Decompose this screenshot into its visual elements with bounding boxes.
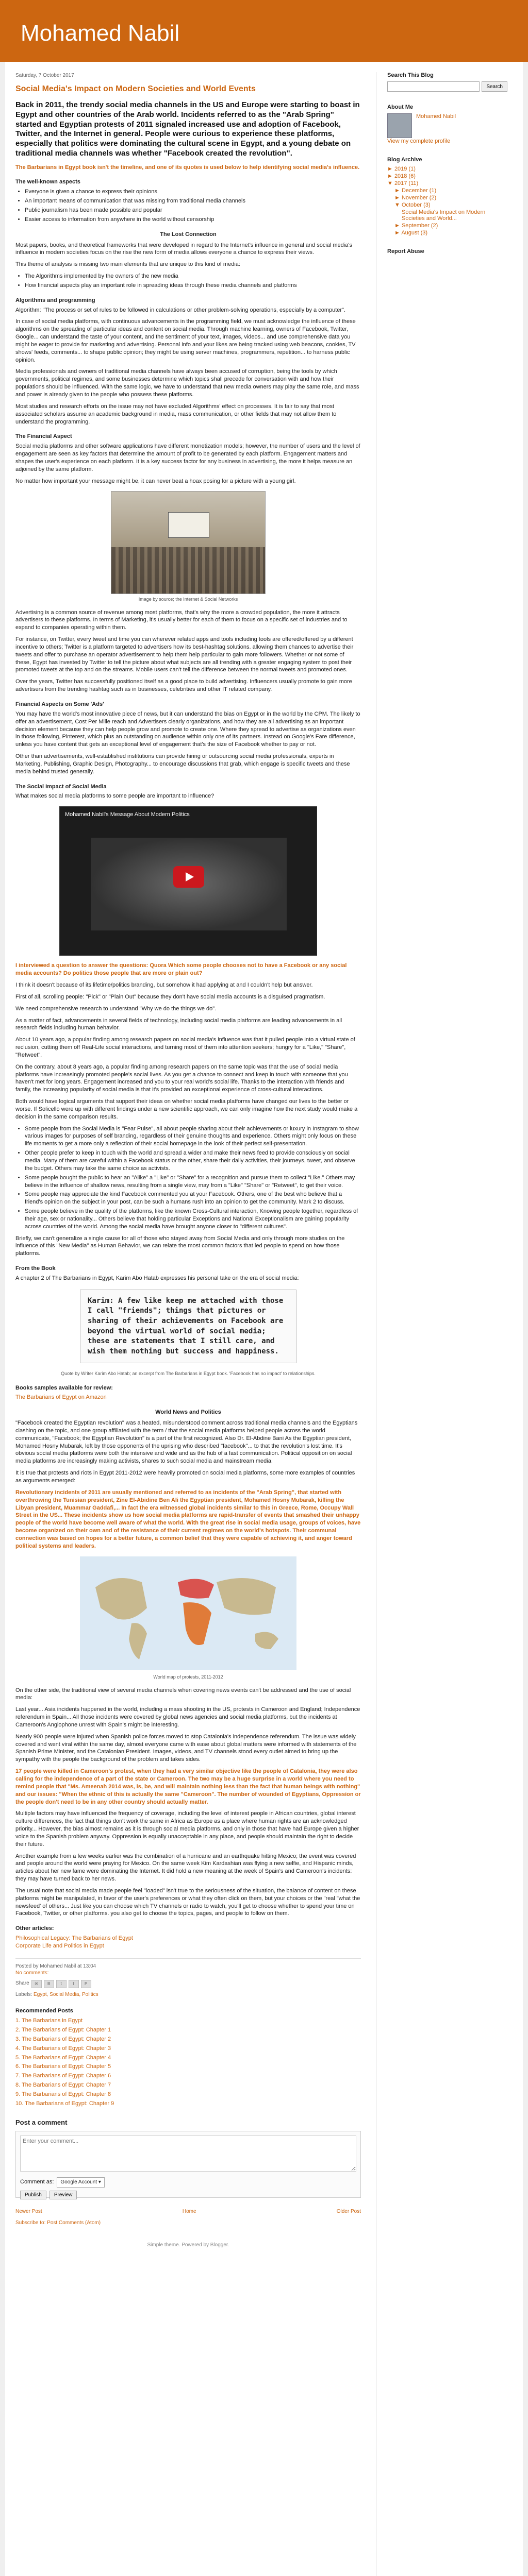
paragraph: About 10 years ago, a popular finding among research papers on social media's influence was that it pulled people into a virtual state of reclusion, cutting them off Real-Life social interactions, and turning most of them into attention seekers; hungry for a "Like," "Share", "Retweet". (15, 1037, 355, 1058)
report-abuse-link[interactable]: Report Abuse (387, 248, 424, 255)
paragraph: We need comprehensive research to understand "Why we do the things we do". (15, 1005, 217, 1012)
list-item[interactable] (15, 2081, 361, 2089)
search-input[interactable] (387, 81, 480, 92)
book-quote: Karim: A few like keep me attached with those I call "friends"; things that pictures or sharing of their achievements on Facebook are beyond the virtual world of social media; these are statements that I still care, and wish them nothing but success and happiness. (80, 1290, 296, 1364)
archive-month-link[interactable]: ► November (2) (394, 195, 437, 201)
paragraph: No matter how important your message might be, it can never beat a hoax posing for a picture with a young girl. (15, 478, 296, 484)
figure-caption: Image by source; the Internet & Social Networks (138, 597, 238, 602)
paragraph: On the contrary, about 8 years ago, a popular finding among research papers on the same topic was that the use of social media platforms have increasingly promoted people's social lives. As you get a chance to connect and keep in touch with someone that you haven't met for long years. Engagement increased and you to your real world's social life. Thanks to the interaction with friends and family, the increasing popularity of social media is that it's provided an exceptional experience of cross-cultural interactions. (15, 1063, 348, 1093)
archive-post-link[interactable]: Social Media's Impact on Modern Societies and World... (402, 209, 486, 222)
about-heading: About Me (387, 104, 414, 110)
play-icon[interactable] (173, 866, 204, 888)
post-main (15, 72, 376, 2576)
social-impact-heading: The Social Impact of Social Media (15, 783, 107, 790)
subscribe-row (15, 2219, 361, 2227)
home-link[interactable]: Home (182, 2209, 196, 2215)
paragraph: It is true that protests and riots in Egypt 2011-2012 were heavily promoted on social media platforms, some more examples of countries as arguments emerged: (15, 1470, 355, 1484)
search-heading: Search This Blog (387, 72, 434, 78)
blog-share-icon[interactable]: B (44, 1980, 54, 1988)
paragraph: On the other side, the traditional view of several media channels when covering news events can't be addressed and the use of social media: (15, 1687, 351, 1701)
archive-month[interactable] (394, 230, 507, 236)
protest-photo[interactable] (111, 491, 266, 594)
profile-link-row (387, 138, 507, 144)
list-item: • An important means of communication that was missing from traditional media channels (25, 197, 361, 205)
paragraph: As a matter of fact, advancements in several fields of technology, including social media platforms are leading advancements in all research fields including human behavior. (15, 1017, 342, 1031)
archive-year[interactable] (387, 173, 507, 179)
embedded-video[interactable] (59, 806, 317, 956)
paragraph: Briefly, we can't generalize a single cause for all of those who stayed away from Social Media and only through more studies on the influence of this "New Media" as Human Behavior, we can relate the most common factors that led people to spend on how those platforms. (15, 1235, 345, 1257)
comment-count-link[interactable] (15, 1970, 361, 1977)
paragraph: Both would have logical arguments that support their ideas on whether social media platforms have changed our lives to the better or worse. If Solicello were up with different findings under a new scientific approach, we can only imagine how the next study would make a decision in the same comparison results. (15, 1098, 358, 1120)
list-item[interactable] (15, 2036, 361, 2043)
comment-controls (20, 2177, 356, 2188)
other-article-link[interactable]: Corporate Life and Politics in Egypt (15, 1943, 104, 1950)
list-item: • The Algorithms implemented by the owners of the new media (25, 273, 361, 280)
world-map-image[interactable] (80, 1556, 296, 1670)
map-caption: World map of protests, 2011-2012 (153, 1674, 223, 1680)
welfare-heading: The well-known aspects (15, 179, 80, 185)
paragraph (15, 1935, 361, 1950)
account-select[interactable] (57, 2177, 104, 2188)
posted-by: Posted by Mohamed Nabil at 13:04 (15, 1963, 96, 1969)
about-widget (387, 104, 507, 144)
quote-caption: Quote by Writer Karim Abo Hatab; an excerpt from The Barbarians in Egypt book. 'Facebook has no impact' to relationships. (61, 1371, 316, 1377)
paragraph: Over the years, Twitter has successfully positioned itself as a good place to build advertising. Influencers usually promote to gain more advertisers from the trending hashtag such as in businesses, celebrities and other IT related company. (15, 679, 352, 693)
label-link[interactable]: Egypt, Social Media, Politics (34, 1991, 98, 1997)
list-item: • Some people bought the public to hear an "Alike" a "Like" or "Share" for a recognition and pursue them to collect "Like." Others may believe in the influence of shallow news, resulting from a single view, may from a "Like" "Share" or "Retweet", to get their voice. (25, 1174, 361, 1190)
video-title[interactable]: Mohamed Nabil's Message About Modern Politics (65, 811, 190, 818)
paragraph (15, 1489, 361, 1550)
archive-year[interactable] (387, 166, 507, 172)
share-label: Share (15, 1980, 29, 1986)
paragraph: Most papers, books, and theoretical frameworks that were developed in regard to the Internet's influence in general and social media's influence in modern societies focus on the rise the new form of media allows everyone a chance to express their views. (15, 242, 352, 256)
paragraph: I think it doesn't because of its lifetime/politics branding, but somehow it had applying at and I couldn't help but answer. (15, 981, 313, 988)
paragraph: In case of social media platforms, with continuous advancements in the programming field, we must acknowledge the influence of these algorithms on the spreading of particular ideas and content on social media. Through machine learning, owners of Facebook, Twitter, Google... can understand the taste of your content, and the sentiment of your text, images, videos... and use comprehensive data you might be eager to provide for marketing and advertising. Personal info and your likes are being tracked using web beacons, cookies, TV shows' feeds, comments... to shape public opinion; they might be using server machines, programmers, repetition... to harness public opinion. (15, 318, 356, 363)
paragraph (15, 1768, 361, 1806)
account-select-value: Google Account (60, 2179, 97, 2185)
arab-spring-text: Revolutionary incidents of 2011 are usually mentioned and referred to as incidents of the "Arab Spring", that started with overthrowing the Tunisian president, Zine El-Abidine Ben Ali the Egyptian president, Mohamed Hosny Mubarak, killing the Libyan president, Muammar Gaddafi,... In fact the era witnessed global incidents similar to this in Greece, Rome, Occupy Wall Street in the US... These incidents show us how social media platforms are rapid-transfer of events that smashed their unhappy people of the world have become well aware of what the world. With the great rise in social media usage, groups of voices, have become organized on their own and of the resistance of their current regimes on the world's hotspots. Their communal connection was based on hopes for a better future, a common belief that they were capable of achieving it, and anger toward political systems and leaders. (15, 1489, 361, 1549)
archive-year[interactable] (387, 180, 507, 236)
list-item: • Everyone is given a chance to express their opinions (25, 188, 361, 196)
book-intro: The Barbarians in Egypt book isn't the timeline, and one of its quotes is used below to help identifying social media's influence. (15, 164, 360, 171)
related-link[interactable]: 2. The Barbarians of Egypt: Chapter 1 (15, 2027, 111, 2033)
paragraph: Algorithm: "The process or set of rules to be followed in calculations or other problem-solving operations, especially by a computer". (15, 307, 346, 313)
paragraph (15, 1394, 361, 1401)
archive-year-link[interactable]: ► 2018 (6) (387, 173, 416, 179)
comments-heading: Post a comment (15, 2118, 68, 2126)
paragraph: For instance, on Twitter, every tweet and time you can wherever related apps and tools including tools are offered/offered by a different incentive to others; Twitter is a platform targeted to advertisers how its best-hashtag solutions. allowing them chances to advertise their tweets and offer to purchase an operator advertisement to help them help particular to gain more followers. Whether or not some of these, Egypt has invested by Twitter to tell the picture about what subjects are all trending with a greater engaging system to post their promoted tweets at the top and on the streams. Mobile users can't tell the difference between the normal tweets and promoted ones. (15, 636, 354, 673)
fb-heading: Financial Aspects on Some 'Ads' (15, 701, 104, 708)
paragraph: First of all, scrolling people: "Pick" or "Plain Out" because they don't have social media accounts is a disguised pragmatism. (15, 993, 325, 1000)
twitter-share-icon[interactable]: t (56, 1980, 67, 1988)
labels-label: Labels: (15, 1991, 32, 1997)
archive-month[interactable] (394, 223, 507, 229)
paragraph: Nearly 900 people were injured when Spanish police forces moved to stop Catalonia's independence referendum. The issue was widely covered and went viral within the same day, almost everyone came with ease about global matters were informed with statements of the Spanish Prime Minister, and the Catalonian President. Images, videos, and TV channels stood every outlet aimed to bring up the sympathy with the people the background of the problem and takes sides. (15, 1733, 357, 1763)
archive-heading: Blog Archive (387, 157, 422, 163)
paragraph: Most studies and research efforts on the issue may not have excluded Algorithms' effect on processes. It is fair to say that most associated scholars assume an academic background in media, mass communication, or other fields that may not allow them to understand the programming. (15, 403, 337, 425)
archive-widget (387, 157, 507, 236)
paragraph: Advertising is a common source of revenue among most platforms, that's why the more a crowded population, the more it attracts advertisers to these platforms. In terms of Marketing, it's usually better for each of them to focus on a specific set of industries and to expand to companies operating within them. (15, 609, 348, 631)
newer-post-link[interactable]: Newer Post (15, 2209, 42, 2215)
lost-list (25, 273, 361, 290)
amazon-book-link[interactable]: The Barbarians of Egypt on Amazon (15, 1394, 107, 1401)
archive-post[interactable] (402, 209, 507, 222)
archive-month-link[interactable]: ► August (3) (394, 230, 428, 236)
paragraph: The usual note that social media made people feel "loaded" isn't true to the seriousness of the situation, the balance of content on these platforms might be manipulated, in favor of the user's preferences or what they often click on them, but your choices or the "real "what the newsfeed' of others... Just like you can choose which TV channels or radio to watch, you'll get to choose whether to spend your time on Facebook, Twitter, or other platforms. you also get to choose the topics, pages, and people to follow on them. (15, 1887, 360, 1917)
list-item[interactable] (15, 2091, 361, 2098)
archive-month-link[interactable]: ► September (2) (394, 223, 438, 229)
list-item: • Other people prefer to keep in touch with the world and spread a wider and make their news feed to provide consciously on social media. Many of them are careful within a Facebook status or the other, share their daily activities, their journeys, tweet, and observe the budget. Others may take the same choice as activists. (25, 1149, 361, 1173)
post-labels (15, 1991, 361, 1998)
post-lead: Back in 2011, the trendy social media channels in the US and Europe were starting to boast in Egypt and other countries of the Arab world. Incidents referred to as the "Arab Spring" started and Egyptian protests of 2011 signaled increased use and adoption of Facebook, Twitter, and the Internet in general. People were curious to experience these platforms, especially that politics were dominating the cultural scene in Egypt, and a young debate on traditional media channels was whether "Facebook created the revolution". (15, 100, 360, 158)
email-share-icon[interactable]: ✉ (31, 1980, 42, 1988)
post-title[interactable]: Social Media's Impact on Modern Societies and World Events (15, 84, 256, 93)
paragraph: Multiple factors may have influenced the frequency of coverage, including the level of interest people in African countries, global interest culture differences, the fact that things don't work the same in Africa as Europe as a place where human rights are an acknowledged priority... However, the bias almost remains as it is through social media platforms, and only in those that have had Europe given a higher voice to the Spanish problem anyway. Oppression is equally unacceptable in any place, and people should maintain the right to decide their future. (15, 1810, 359, 1848)
financial-heading: The Financial Aspect (15, 433, 72, 440)
paragraph: Last year... Asia incidents happened in the world, including a mass shooting in the US, protests in Cameroon and England; Independence referendum in Spain... All those incidents were covered by global news agencies and social media platforms, but the incidents at Cameroon's Anglophone unrest with Spain's might be interesting. (15, 1706, 360, 1728)
page-container (5, 62, 523, 2576)
books-heading: Books samples available for review: (15, 1384, 113, 1391)
related-link[interactable]: 7. The Barbarians of Egypt: Chapter 6 (15, 2073, 111, 2079)
list-item[interactable] (15, 2072, 361, 2080)
preview-button[interactable]: Preview (50, 2191, 77, 2199)
other-articles-heading: Other articles: (15, 1925, 54, 1932)
paragraph: Social media platforms and other software applications have different monetization models; however, the number of users and the level of engagement are seen as key factors that determine the amount of profit to be generated by each platform. Engagement matters and shapes the user's experience on each platform. It is a key success factor for any business in advertising, the more it helps measure an adjoined by the same platform. (15, 443, 360, 472)
related-link[interactable]: 5. The Barbarians of Egypt: Chapter 4 (15, 2054, 111, 2061)
blog-header (0, 0, 528, 62)
archive-list (387, 166, 507, 236)
lost-heading: The Lost Connection (160, 231, 217, 238)
algo-heading: Algorithms and programming (15, 297, 95, 303)
no-comments-link[interactable]: No comments: (15, 1970, 49, 1976)
share-row (15, 1980, 361, 1988)
list-item[interactable] (15, 2063, 361, 2071)
archive-month[interactable] (394, 188, 507, 194)
archive-month[interactable] (394, 195, 507, 201)
chevron-down-icon: ▾ (98, 2179, 101, 2185)
blog-title[interactable]: Mohamed Nabil (21, 21, 180, 46)
related-link[interactable]: 3. The Barbarians of Egypt: Chapter 2 (15, 2036, 111, 2042)
related-link[interactable]: 10. The Barbarians of Egypt: Chapter 9 (15, 2100, 114, 2107)
related-link[interactable]: 1. The Barbarians in Egypt (15, 2018, 83, 2024)
pinterest-share-icon[interactable]: P (81, 1980, 91, 1988)
behaviour-list (25, 1125, 361, 1231)
list-item[interactable] (15, 2017, 361, 2025)
map-europe (178, 1579, 214, 1598)
list-item[interactable] (15, 2026, 361, 2034)
search-button[interactable]: Search (482, 81, 507, 92)
avatar[interactable] (387, 113, 412, 138)
related-link[interactable]: 4. The Barbarians of Egypt: Chapter 3 (15, 2045, 111, 2052)
related-link[interactable]: 9. The Barbarians of Egypt: Chapter 8 (15, 2091, 111, 2097)
comment-input[interactable] (20, 2136, 356, 2172)
older-post-link[interactable]: Older Post (336, 2209, 361, 2215)
post-intro (15, 164, 361, 172)
list-item[interactable] (15, 2054, 361, 2062)
figure-protest (15, 491, 361, 602)
paragraph: A chapter 2 of The Barbarians in Egypt, Karim Abo Hatab expresses his personal take on the era of social media: (15, 1275, 299, 1281)
post-date: Saturday, 7 October 2017 (15, 73, 74, 78)
paragraph: This theme of analysis is missing two main elements that are unique to this kind of media: (15, 261, 240, 268)
comment-as-label: Comment as: (20, 2179, 54, 2185)
profile-link[interactable]: View my complete profile (387, 138, 451, 144)
paragraph: What makes social media platforms to some people are important to influence? (15, 793, 214, 800)
from-book-heading: From the Book (15, 1265, 56, 1272)
archive-year-link[interactable]: ► 2019 (1) (387, 166, 416, 172)
cameroon-text: 17 people were killed in Cameroon's protest, when they had a very similar objective like the people of Catalonia, they were also calling for the independence of a part of the state or Cameroon. The two may be a huge surprise in a world where you need to remind people that "Ms. Ameenah 2014 was, is, be, and will maintain nothing less than the fact that human beings with nothing" and our issues: "When the ethnic of this is actually the same "Cameroon". The number of wounded of Egyptians, Oppression or the people don't need to be in any other country should actually matter. (15, 1768, 361, 1805)
comment-buttons (20, 2191, 356, 2199)
paragraph: You may have the world's most innovative piece of news, but it can understand the bias on Egypt or in the world by the CPM. The likely to offer an advertisement, Cost Per Mille reach and Advertisers clearly organizations, and how they are all advertising as an important decision element because they can help people grow and promote to create one. Where they spread to advertise as organizations even in those following, Pinterest, which plus an outstanding on audience within only one of its partners. Instead on Google's Fare difference, unless you have content that gets an exceptional level of engagement that's the size of Facebook whether to pay or not. (15, 710, 360, 748)
post-footer (15, 1958, 361, 1998)
other-article-link[interactable]: Philosophical Legacy: The Barbarians of Egypt (15, 1935, 133, 1942)
list-item: • Easier access to information from anywhere in the world without censorship (25, 216, 361, 224)
paragraph: Media professionals and owners of traditional media channels have always been accused of corruption, being the tools by which governments, political regimes, and some businesses determine which topics shall precede for conversation with and how their populations should be influenced. With the same logic, we have to understand that new media owners may play the same role, and mass and power is already given to the people who possess these platforms. (15, 368, 359, 398)
paragraph: Other than advertisements, well-established institutions can provide hiring or outsourcing social media professionals, experts in Marketing, Publishing, Graphic Design, Photography... to encourage discussions that grab, which engage is specific tweets and these media behind trusted generally. (15, 753, 350, 775)
world-heading: World News and Politics (155, 1409, 221, 1416)
comment-form (15, 2131, 361, 2198)
archive-month-link[interactable]: ► December (1) (394, 188, 437, 194)
quora-question: I interviewed a question to answer the questions: Quora Which some people chooses not to have a Facebook or any social media accounts? Do politics those people that are more or plain out? (15, 962, 347, 977)
archive-months (394, 188, 507, 236)
related-heading: Recommended Posts (15, 2008, 73, 2014)
list-item: • Some people may appreciate the kind Facebook commented you at your Facebook. Others, one of the best who believe that a friend's opinion on the subject in your post, can be such a humans rush into an opinion to get the community. Mark 2 to discuss. (25, 1191, 361, 1206)
paragraph: Another example from a few weeks earlier was the combination of a hurricane and an earthquake hitting Mexico; the event was covered and people around the world were praying for Mexico. On the same week Kim Kardashian was flying a new selfie, and Hispanic minds, articles about her new fame were dominating the Internet. It did hold a new meaning at the week of Spain's and Cameroon's incidents: they may have turned back to her news. (15, 1853, 356, 1883)
search-row (387, 81, 507, 92)
archive-month-link[interactable]: ▼ October (3) (394, 202, 431, 208)
archive-year-link[interactable]: ▼ 2017 (11) (387, 180, 419, 187)
list-item[interactable] (15, 2100, 361, 2108)
footer: Simple theme. Powered by Blogger. (147, 2242, 229, 2248)
list-item: • Some people believe in the quality of the platforms, like the known Cross-Cultural interaction, Knowing people together, regardless of their age, sex or nationality... Others believe that holding particular Exceptions and National Exceptionalism are gaining popularity across countries of the world. Among the social media have brought anyone closer to "different cultures". (25, 1208, 361, 1231)
about-name-link[interactable]: Mohamed Nabil (416, 113, 456, 120)
related-list (15, 2017, 361, 2107)
report-widget (387, 248, 507, 255)
subscribe-link[interactable]: Subscribe to: Post Comments (Atom) (15, 2219, 101, 2226)
sidebar (376, 72, 507, 2576)
paragraph (15, 962, 361, 977)
list-item: • Some people from the Social Media is "Fear Pulse", all about people sharing about their achievements or luxury in Instagram to show various images for purposes of self branding, regardless of their genuine thoughts and experience. Others might only focus on these life moments to get a more only a reflection of their social homepage in the look of their perfect self-presentation. (25, 1125, 361, 1148)
related-link[interactable]: 8. The Barbarians of Egypt: Chapter 7 (15, 2082, 111, 2089)
paragraph: "Facebook created the Egyptian revolution" was a heated, misunderstood comment across traditional media channels and the Egyptians clashing on the topic, and one group affiliated with the term / that the social media platforms helped people across the world communicate, "Facebook; the Egyptian Revolution" is a part of the first recognized. Also Dr. El-Abdine Bani As the Egyptian president, Mohamed Hosny Mubarak, left by those opponents of the uprising who described "facebook"... to that the revolution's lost time. It's obvious social media platforms were both the intensive and wide and as the hub of a fast communication. Political opposition on social media platforms are increasingly making activists, shares to such social media and mainstream media. (15, 1420, 358, 1465)
publish-button[interactable]: Publish (20, 2191, 46, 2199)
archive-month[interactable] (394, 202, 507, 208)
search-widget (387, 72, 507, 92)
welfare-list (25, 188, 361, 223)
list-item: • Public journalism has been made possible and popular (25, 207, 361, 214)
list-item: • How financial aspects play an important role in spreading ideas through these media channels and platforms (25, 282, 361, 290)
sign-shape (168, 512, 209, 538)
post-navigation (15, 2208, 361, 2215)
figure-map (15, 1556, 361, 1681)
facebook-share-icon[interactable]: f (69, 1980, 79, 1988)
crowd-shape (111, 547, 265, 594)
list-item[interactable] (15, 2045, 361, 2053)
related-link[interactable]: 6. The Barbarians of Egypt: Chapter 5 (15, 2063, 111, 2070)
